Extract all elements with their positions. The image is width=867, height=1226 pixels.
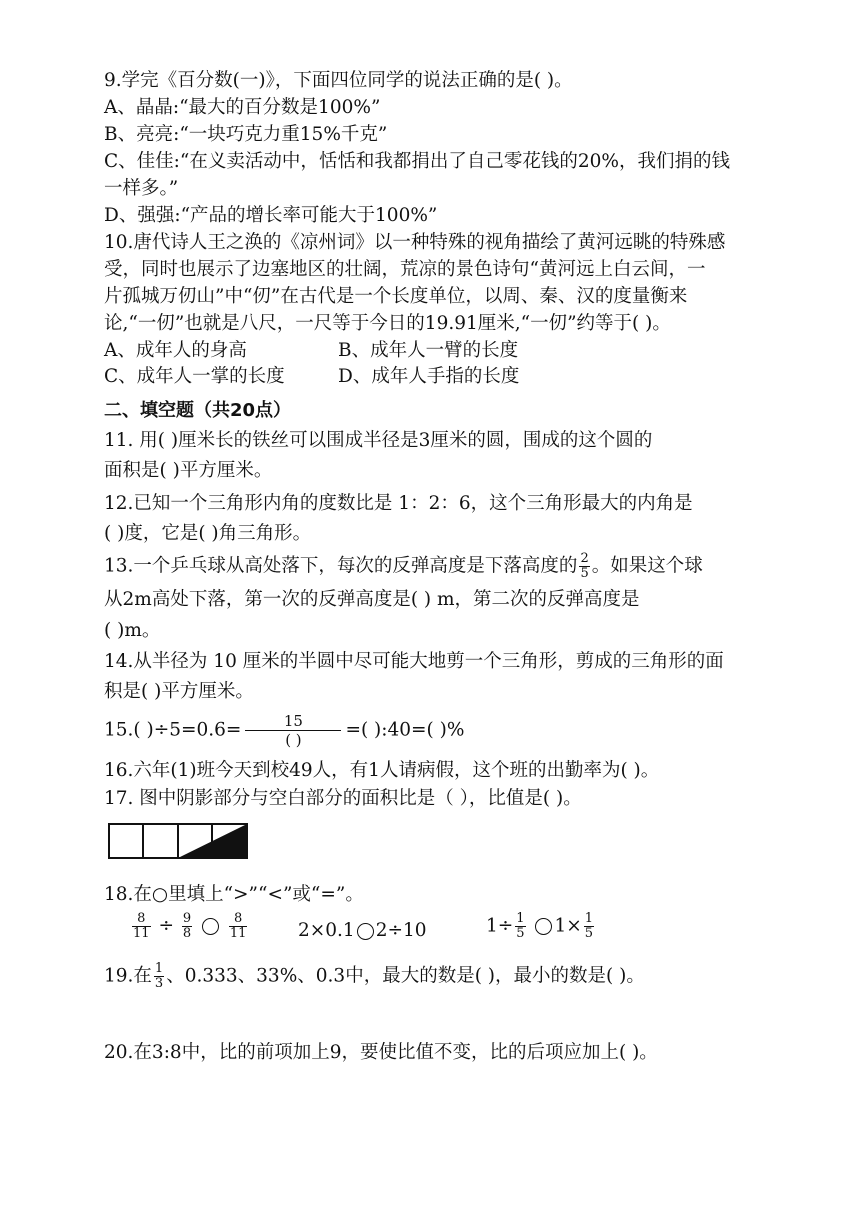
q19-fraction: [154, 962, 164, 991]
numerator: 8: [229, 912, 248, 927]
q18-expression-3: [486, 912, 596, 941]
q11-line2: 面积是( )平方厘米。: [104, 460, 273, 481]
q18-stem: 18.在○里填上“>”“<”或“=”。: [104, 884, 364, 905]
q13-fraction: [579, 552, 589, 581]
q10-line1: 10.唐代诗人王之涣的《凉州词》以一种特殊的视角描绘了黄河远眺的特殊感: [104, 232, 726, 253]
numerator: 9: [182, 911, 192, 926]
q18-e3-frac1: [515, 912, 525, 941]
numerator: 8: [132, 912, 151, 927]
q17-shaded-figure: [108, 823, 248, 859]
q18-expression-2: [298, 918, 427, 944]
denominator: 5: [516, 926, 525, 941]
q15-text-b: =( ):40=( )%: [345, 719, 465, 741]
q20-line: 20.在3:8中，比的前项加上9，要使比值不变，比的后项应加上( )。: [104, 1042, 658, 1063]
q10-line3: 片孤城万仞山”中“仞”在古代是一个长度单位，以周、秦、汉的度量衡来: [104, 286, 688, 307]
numerator: 1: [516, 911, 525, 926]
q14-line1: 14.从半径为 10 厘米的半圆中尽可能大地剪一个三角形，剪成的三角形的面: [104, 651, 724, 672]
q19-line: [104, 962, 645, 991]
q13-text-b: 。如果这个球: [591, 555, 703, 577]
q19-text-a: 19.在: [104, 965, 152, 987]
q9-option-a: A、晶晶:“最大的百分数是100%”: [104, 97, 381, 118]
e3-left: 1÷: [486, 915, 514, 937]
q10-option-b: B、成年人一臂的长度: [338, 340, 519, 361]
q13-frac-numerator: 2: [580, 551, 589, 566]
q14-line2: 积是( )平方厘米。: [104, 681, 254, 702]
denominator: 5: [584, 926, 594, 941]
section-heading: 二、填空题（共20点）: [104, 400, 292, 421]
q9-option-b: B、亮亮:“一块巧克力重15%千克”: [104, 124, 388, 145]
q10-option-d: D、成年人手指的长度: [338, 366, 520, 387]
e2-right: 2÷10: [375, 920, 427, 941]
q18-e1-frac2: [182, 912, 192, 941]
q12-line1: 12.已知一个三角形内角的度数比是 1：2：6，这个三角形最大的内角是: [104, 493, 693, 514]
q9-option-c-line2: 一样多。”: [104, 178, 179, 199]
q13-frac-denominator: 5: [580, 566, 589, 581]
q19-text-b: 、0.333、33%、0.3中，最大的数是( )，最小的数是( )。: [166, 965, 645, 987]
q15-text-a: 15.( )÷5=0.6=: [104, 719, 242, 741]
denominator: 11: [229, 926, 247, 941]
q15-line: [104, 712, 464, 749]
e3-right: 1×: [554, 915, 582, 937]
q11-line1: 11. 用( )厘米长的铁丝可以围成半径是3厘米的圆，围成的这个圆的: [104, 430, 653, 451]
q17-line: 17. 图中阴影部分与空白部分的面积比是（ ），比值是( )。: [104, 788, 582, 809]
q18-expression-1: [130, 912, 249, 941]
compare-circle-2: [357, 923, 374, 940]
q13-text-a: 13.一个乒乓球从高处落下，每次的反弹高度是下落高度的: [104, 555, 578, 577]
q16-line: 16.六年(1)班今天到校49人，有1人请病假，这个班的出勤率为( )。: [104, 760, 660, 781]
divide-sign: ÷: [158, 915, 174, 937]
q15-numerator: 15: [245, 712, 341, 731]
q18-e1-frac1: [132, 912, 151, 941]
q10-option-c: C、成年人一掌的长度: [104, 366, 285, 387]
denominator: 11: [133, 926, 150, 941]
q9-option-d: D、强强:“产品的增长率可能大于100%”: [104, 205, 438, 226]
denominator: 8: [182, 926, 192, 941]
q10-line4: 论,“一仞”也就是八尺，一尺等于今日的19.91厘米,“一仞”约等于( )。: [104, 313, 671, 334]
q18-e1-frac3: [229, 912, 248, 941]
denominator: 3: [154, 976, 164, 991]
e2-left: 2×0.1: [298, 920, 355, 941]
q12-line2: ( )度，它是( )角三角形。: [104, 523, 312, 544]
compare-circle-3: [535, 918, 552, 935]
q10-line2: 受，同时也展示了边塞地区的壮阔，荒凉的景色诗句“黄河远上白云间，一: [104, 259, 706, 280]
numerator: 1: [154, 961, 164, 976]
q18-e3-frac2: [584, 912, 594, 941]
q15-denominator: ( ): [285, 731, 302, 749]
q13-line2: 从2m高处下落，第一次的反弹高度是( ) m，第二次的反弹高度是: [104, 589, 640, 610]
numerator: 1: [584, 911, 594, 926]
q15-fraction: [245, 712, 341, 749]
q13-line1: [104, 552, 703, 581]
q13-line3: ( )m。: [104, 620, 161, 641]
q10-option-a: A、成年人的身高: [104, 340, 247, 361]
q9-stem: 9.学完《百分数(一)》，下面四位同学的说法正确的是( )。: [104, 70, 573, 91]
q9-option-c-line1: C、佳佳:“在义卖活动中，恬恬和我都捐出了自己零花钱的20%，我们捐的钱: [104, 151, 730, 172]
compare-circle-1: [202, 918, 219, 935]
